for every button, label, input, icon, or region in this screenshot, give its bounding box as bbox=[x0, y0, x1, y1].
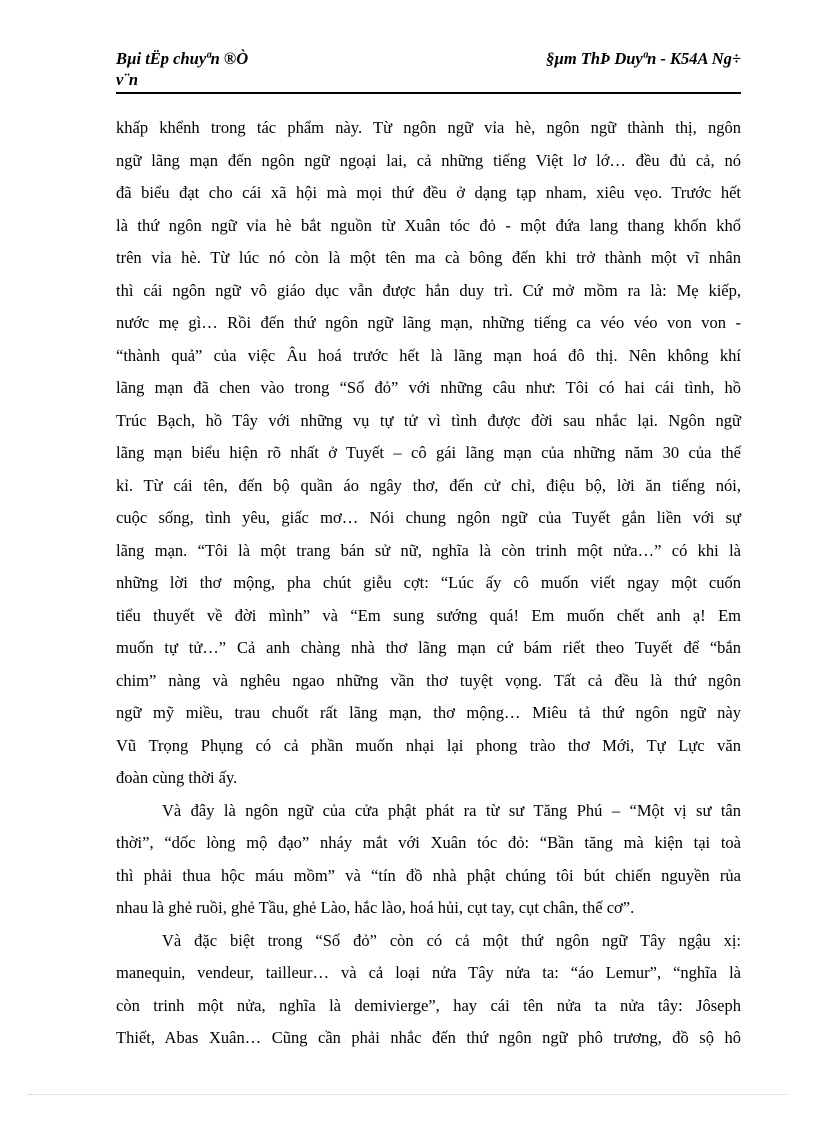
text-line: đoàn cùng thời ấy. bbox=[116, 768, 238, 787]
text-line: Thiết, Abas Xuân… Cũng cần phải nhắc đến thứ ngôn ngữ phô trương, đồ sộ hô bbox=[116, 1028, 741, 1047]
text-line: nước mẹ gì… Rồi đến thứ ngôn ngữ lãng mạn, những tiếng ca véo véo von von - bbox=[116, 313, 741, 332]
text-line: lãng mạn biểu hiện rõ nhất ở Tuyết – cô gái lãng mạn của những năm 30 của thế bbox=[116, 443, 741, 462]
text-line: kỉ. Từ cái tên, đến bộ quần áo ngây thơ, đến cử chỉ, điệu bộ, lời ăn tiếng nói, bbox=[116, 475, 741, 495]
text-line: khấp khểnh trong tác phẩm này. Từ ngôn ngữ vỉa hè, ngôn ngữ thành thị, ngôn bbox=[116, 118, 741, 137]
text-line: những lời thơ mộng, pha chút giễu cợt: “Lúc ấy cô muốn viết ngay một cuốn bbox=[116, 573, 741, 592]
text-line: là thứ ngôn ngữ vỉa hè bắt nguồn từ Xuân tóc đỏ - một đứa lang thang khốn khổ bbox=[116, 215, 741, 235]
header-right: §µm ThÞ Duyªn - K54A Ng÷ bbox=[546, 49, 741, 68]
text-line: Vũ Trọng Phụng có cả phần muốn nhại lại phong trào thơ Mới, Tự Lực văn bbox=[116, 735, 741, 755]
header-left bbox=[116, 48, 296, 90]
text-line: còn trinh một nửa, nghĩa là demivierge”, hay cái tên nửa ta nửa tây: Jôseph bbox=[116, 995, 741, 1015]
text-line: tiểu thuyết về đời mình” và “Em sung sướng quá! Em muốn chết anh ạ! Em bbox=[116, 605, 741, 625]
text-line: nhau là ghẻ ruồi, ghẻ Tầu, ghẻ Lào, hắc lào, hoá hủi, cụt tay, cụt chân, thế cơ”. bbox=[116, 898, 635, 917]
text-line: cuộc sống, tình yêu, giấc mơ… Nói chung ngôn ngữ của Tuyết gắn liền với sự bbox=[116, 508, 741, 527]
text-line: chim” nàng và nghêu ngao những vần thơ tuyệt vọng. Tất cả đều là thứ ngôn bbox=[116, 670, 741, 690]
text-line: đã biểu đạt cho cái xã hội mà mọi thứ đều ở dạng tạp nham, xiêu vẹo. Trước hết bbox=[116, 183, 741, 202]
text-line: ngữ mỹ miều, trau chuốt rất lãng mạn, thơ mộng… Miêu tả thứ ngôn ngữ này bbox=[116, 703, 741, 722]
body-text bbox=[116, 112, 741, 1055]
text-line: “thành quả” của việc Âu hoá trước hết là lãng mạn hoá đô thị. Nên không khí bbox=[116, 345, 741, 365]
page-header bbox=[116, 48, 741, 94]
text-line: thì cái ngôn ngữ vô giáo dục vẫn được hắn duy trì. Cứ mở mồm ra là: Mẹ kiếp, bbox=[116, 280, 741, 300]
text-line: thì phải thua hộc máu mồm” và “tín đồ nhà phật chúng tôi bút chiến nguyền rủa bbox=[116, 865, 741, 885]
header-left-line-2: v¨n bbox=[116, 70, 138, 89]
header-left-line-1: Bµi tËp chuyªn ®Ò bbox=[116, 49, 249, 68]
footer-divider bbox=[28, 1094, 788, 1095]
text-line: Và đây là ngôn ngữ của cửa phật phát ra từ sư Tăng Phú – “Một vị sư tân bbox=[162, 800, 741, 820]
text-line: ngữ lãng mạn đến ngôn ngữ ngoại lai, cả những tiếng Việt lơ lớ… đều đủ cả, nó bbox=[116, 150, 741, 170]
text-line: thời”, “dốc lòng mộ đạo” nháy mắt với Xuân tóc đỏ: “Bần tăng mà kiện tại toà bbox=[116, 833, 741, 852]
text-line: lãng mạn. “Tôi là một trang bán sử nữ, nghĩa là còn trinh một nửa…” có khi là bbox=[116, 540, 741, 560]
text-line: Và đặc biệt trong “Số đỏ” còn có cả một thứ ngôn ngữ Tây ngậu xị: bbox=[162, 930, 741, 950]
text-line: manequin, vendeur, tailleur… và cả loại nửa Tây nửa ta: “áo Lemur”, “nghĩa là bbox=[116, 963, 741, 982]
text-line: Trúc Bạch, hồ Tây với những vụ tự tử vì tình được đời sau nhắc lại. Ngôn ngữ bbox=[116, 410, 741, 430]
text-line: trên vỉa hè. Từ lúc nó còn là một tên ma cà bông đến khi trở thành một vĩ nhân bbox=[116, 248, 741, 267]
text-line: muốn tự tử…” Cả anh chàng nhà thơ lãng mạn cứ bám riết theo Tuyết để “bắn bbox=[116, 638, 741, 657]
text-line: lãng mạn đã chen vào trong “Số đỏ” với những câu như: Tôi có hai cái tình, hồ bbox=[116, 378, 741, 397]
